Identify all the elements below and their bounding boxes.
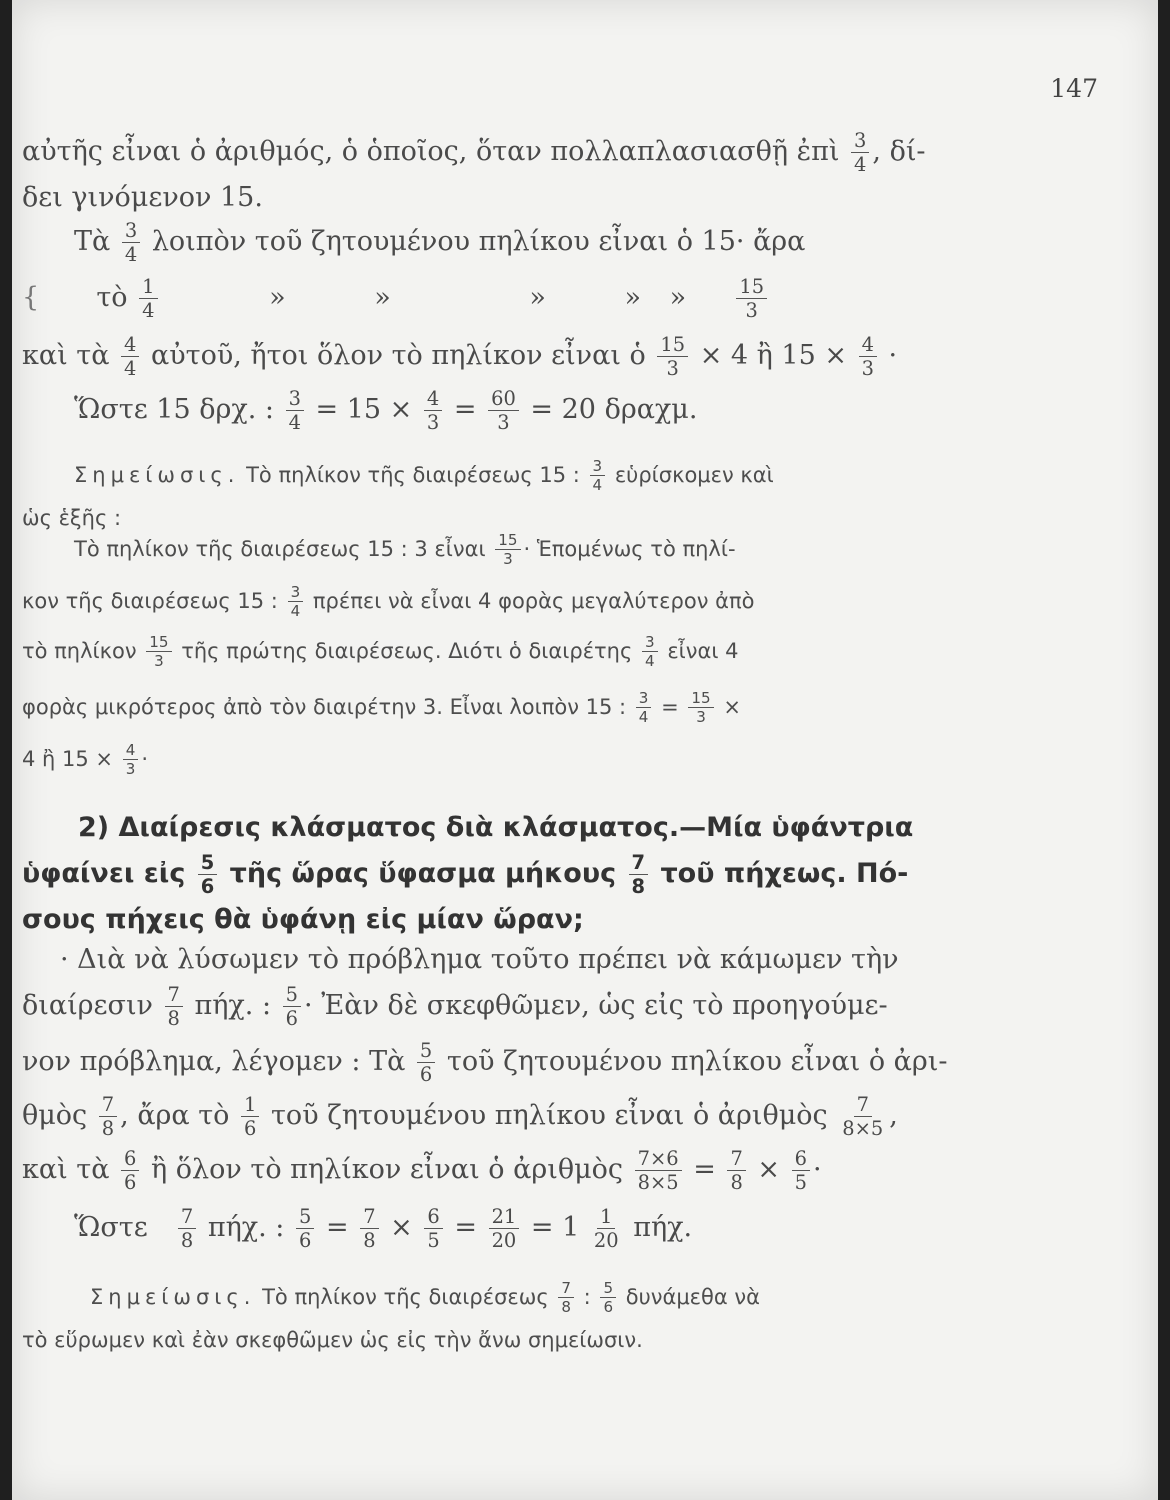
solution-line-3 bbox=[22, 1040, 948, 1085]
text: = bbox=[453, 393, 477, 425]
fraction-4-4: $\frac{4}{4}$ bbox=[121, 334, 139, 379]
fraction-1-6: $\frac{1}{6}$ bbox=[241, 1094, 259, 1139]
ditto-mark: » bbox=[624, 281, 642, 313]
text: εἶναι 4 bbox=[667, 638, 739, 663]
text: τοῦ ζητουμένου πηλίκου εἶναι ὁ ἀρι- bbox=[446, 1045, 948, 1077]
page-number: 147 bbox=[1050, 74, 1098, 103]
note-line-1 bbox=[74, 458, 774, 494]
text: × 4 ἢ 15 × bbox=[699, 339, 847, 371]
ditto-mark: » bbox=[269, 281, 286, 313]
text: Ὥστε bbox=[74, 1211, 148, 1243]
fraction-7-8: $\frac{7}{8}$ bbox=[629, 852, 649, 897]
fraction-3-4: $\frac{3}{4}$ bbox=[851, 130, 869, 175]
text: εὑρίσκομεν καὶ bbox=[614, 462, 774, 487]
problem-line-2 bbox=[22, 852, 908, 897]
fraction-7-8: $\frac{7}{8}$ bbox=[558, 1280, 574, 1316]
text: Τὰ bbox=[74, 225, 111, 257]
fraction-1-20: $\frac{1}{20}$ bbox=[593, 1205, 619, 1252]
text: ἢ ὅλον τὸ πηλίκον εἶναι ὁ ἀριθμὸς bbox=[151, 1153, 624, 1185]
text: Τὸ πηλίκον τῆς διαιρέσεως 15 : bbox=[246, 462, 580, 487]
fraction-7-8: $\frac{7}{8}$ bbox=[360, 1206, 378, 1251]
fraction-7-8: $\frac{7}{8}$ bbox=[165, 984, 183, 1029]
fraction-5-6: $\frac{5}{6}$ bbox=[283, 984, 301, 1029]
book-page bbox=[12, 0, 1158, 1500]
fraction-3-4: $\frac{3}{4}$ bbox=[286, 388, 304, 433]
text: πήχ. : bbox=[194, 989, 272, 1021]
text: · Ἑπομένως τὸ πηλί- bbox=[523, 536, 736, 561]
text: θμὸς bbox=[22, 1099, 88, 1131]
text: , bbox=[889, 1099, 898, 1131]
text: = 15 × bbox=[315, 393, 413, 425]
solution-line-5 bbox=[22, 1148, 822, 1193]
ditto-mark: » bbox=[669, 281, 687, 313]
fraction-4-3: $\frac{4}{3}$ bbox=[123, 742, 139, 778]
note-line-5 bbox=[22, 634, 739, 670]
problem-line-3: σους πήχεις θὰ ὑφάνῃ εἰς μίαν ὥραν; bbox=[22, 904, 584, 935]
fraction-6-5: $\frac{6}{5}$ bbox=[424, 1206, 442, 1251]
fraction-3-4: $\frac{3}{4}$ bbox=[636, 690, 652, 726]
text: νον πρόβλημα, λέγομεν : Τὰ bbox=[22, 1045, 406, 1077]
fraction-15-3: $\frac{15}{3}$ bbox=[688, 690, 713, 726]
text: = bbox=[454, 1211, 477, 1243]
text: Ὥστε 15 δρχ. : bbox=[74, 393, 274, 425]
fraction-5-6: $\frac{5}{6}$ bbox=[600, 1280, 616, 1316]
note-line-7 bbox=[22, 742, 148, 778]
text: = bbox=[693, 1153, 716, 1185]
text: τοῦ πήχεως. Πό- bbox=[660, 857, 909, 889]
text: τῆς ὥρας ὕφασμα μήκους bbox=[229, 857, 617, 889]
note-heading: Σημείωσις. bbox=[90, 1284, 256, 1309]
text: = bbox=[325, 1211, 349, 1243]
fraction-15-3: $\frac{15}{3}$ bbox=[146, 634, 171, 670]
text: αὐτῆς εἶναι ὁ ἀριθμός, ὁ ὁποῖος, ὅταν πολλαπλασιασθῇ ἐπὶ bbox=[22, 135, 840, 167]
fraction-6-5: $\frac{6}{5}$ bbox=[792, 1148, 810, 1193]
solution-line-1: · Διὰ νὰ λύσωμεν τὸ πρόβλημα τοῦτο πρέπει νὰ κάμωμεν τὴν bbox=[60, 944, 899, 975]
text-line-4 bbox=[22, 276, 770, 321]
text: = bbox=[661, 694, 679, 719]
fraction-3-4: $\frac{3}{4}$ bbox=[122, 220, 140, 265]
note-line-6 bbox=[22, 690, 741, 726]
fraction-6-6: $\frac{6}{6}$ bbox=[121, 1148, 139, 1193]
fraction-7-8: $\frac{7}{8}$ bbox=[727, 1148, 745, 1193]
text: : bbox=[583, 1284, 591, 1309]
fraction-7x6-over-8x5: $\frac{7\times 6}{8\times 5}$ bbox=[635, 1148, 682, 1193]
fraction-1-4: $\frac{1}{4}$ bbox=[139, 276, 157, 321]
text-line-1 bbox=[22, 130, 926, 175]
note2-line-2: τὸ εὕρωμεν καὶ ἐὰν σκεφθῶμεν ὡς εἰς τὴν ἄνω σημείωσιν. bbox=[22, 1328, 643, 1352]
text: · Ἐὰν δὲ σκεφθῶμεν, ὡς εἰς τὸ προηγούμε- bbox=[304, 989, 888, 1021]
fraction-7-8: $\frac{7}{8}$ bbox=[178, 1206, 196, 1251]
text: · bbox=[141, 746, 149, 771]
fraction-15-3: $\frac{15}{3}$ bbox=[495, 532, 520, 568]
text: = 1 bbox=[530, 1211, 580, 1243]
text: πρέπει νὰ εἶναι 4 φορὰς μεγαλύτερον ἀπὸ bbox=[312, 588, 755, 613]
fraction-3-4: $\frac{3}{4}$ bbox=[642, 634, 658, 670]
section-heading: 2) Διαίρεσις κλάσματος διὰ κλάσματος.—Μία ὑφάντρια bbox=[78, 812, 914, 843]
text: διαίρεσιν bbox=[22, 989, 153, 1021]
text: , ἄρα τὸ bbox=[120, 1099, 230, 1131]
fraction-21-20: $\frac{21}{20}$ bbox=[489, 1206, 520, 1251]
text: Τὸ πηλίκον τῆς διαιρέσεως bbox=[262, 1284, 549, 1309]
text: × bbox=[723, 694, 741, 719]
brace-mark: { bbox=[22, 281, 40, 313]
text-line-3 bbox=[74, 220, 805, 265]
text: φορὰς μικρότερος ἀπὸ τὸν διαιρέτην 3. Εἶναι λοιπὸν 15 : bbox=[22, 694, 627, 719]
text: πήχ. : bbox=[207, 1211, 285, 1243]
solution-line-2 bbox=[22, 984, 888, 1029]
text-line-5 bbox=[22, 334, 897, 379]
note-line-3 bbox=[74, 532, 736, 568]
fraction-5-6: $\frac{5}{6}$ bbox=[417, 1040, 435, 1085]
fraction-15-3: $\frac{15}{3}$ bbox=[657, 334, 688, 379]
fraction-60-3: $\frac{60}{3}$ bbox=[488, 388, 519, 433]
note-heading: Σημείωσις. bbox=[74, 462, 240, 487]
text: καὶ τὰ bbox=[22, 339, 110, 371]
fraction-5-6: $\frac{5}{6}$ bbox=[296, 1206, 314, 1251]
text: τῆς πρώτης διαιρέσεως. Διότι ὁ διαιρέτης bbox=[181, 638, 633, 663]
fraction-5-6: $\frac{5}{6}$ bbox=[198, 852, 218, 897]
text-line-2: δει γινόμενον 15. bbox=[22, 182, 263, 213]
fraction-15-3: $\frac{15}{3}$ bbox=[736, 276, 767, 321]
text: × bbox=[757, 1153, 781, 1185]
text: ὑφαίνει εἰς bbox=[22, 857, 186, 889]
fraction-7-over-8x5: $\frac{7}{8\times 5}$ bbox=[842, 1093, 884, 1140]
text: , δί- bbox=[872, 135, 926, 167]
fraction-3-4: $\frac{3}{4}$ bbox=[590, 458, 606, 494]
solution-line-6 bbox=[74, 1206, 692, 1251]
text: Τὸ πηλίκον τῆς διαιρέσεως 15 : 3 εἶναι bbox=[74, 536, 486, 561]
text: τὸ πηλίκον bbox=[22, 638, 137, 663]
text: δυνάμεθα νὰ bbox=[625, 1284, 760, 1309]
fraction-3-4: $\frac{3}{4}$ bbox=[288, 584, 304, 620]
text: = 20 δραχμ. bbox=[530, 393, 698, 425]
text: × bbox=[390, 1211, 413, 1243]
text: τοῦ ζητουμένου πηλίκου εἶναι ὁ ἀριθμὸς bbox=[271, 1099, 828, 1131]
solution-line-4 bbox=[22, 1094, 898, 1139]
text: λοιπὸν τοῦ ζητουμένου πηλίκου εἶναι ὁ 15· ἄρα bbox=[151, 225, 806, 257]
text: κον τῆς διαιρέσεως 15 : bbox=[22, 588, 278, 613]
text: · bbox=[813, 1153, 822, 1185]
note-line-2: ὡς ἑξῆς : bbox=[22, 506, 122, 530]
text: αὐτοῦ, ἤτοι ὅλον τὸ πηλίκον εἶναι ὁ bbox=[151, 339, 646, 371]
text: · bbox=[888, 339, 898, 371]
text: 4 ἢ 15 × bbox=[22, 746, 114, 771]
note-line-4 bbox=[22, 584, 754, 620]
fraction-7-8: $\frac{7}{8}$ bbox=[99, 1094, 117, 1139]
ditto-mark: » bbox=[374, 281, 391, 313]
ditto-mark: » bbox=[529, 281, 546, 313]
fraction-4-3: $\frac{4}{3}$ bbox=[859, 334, 877, 379]
text: καὶ τὰ bbox=[22, 1153, 110, 1185]
text: πήχ. bbox=[633, 1211, 693, 1243]
text: τὸ bbox=[96, 281, 128, 313]
fraction-4-3: $\frac{4}{3}$ bbox=[424, 388, 442, 433]
text-line-6 bbox=[74, 388, 697, 433]
note2-line-1 bbox=[90, 1280, 760, 1316]
